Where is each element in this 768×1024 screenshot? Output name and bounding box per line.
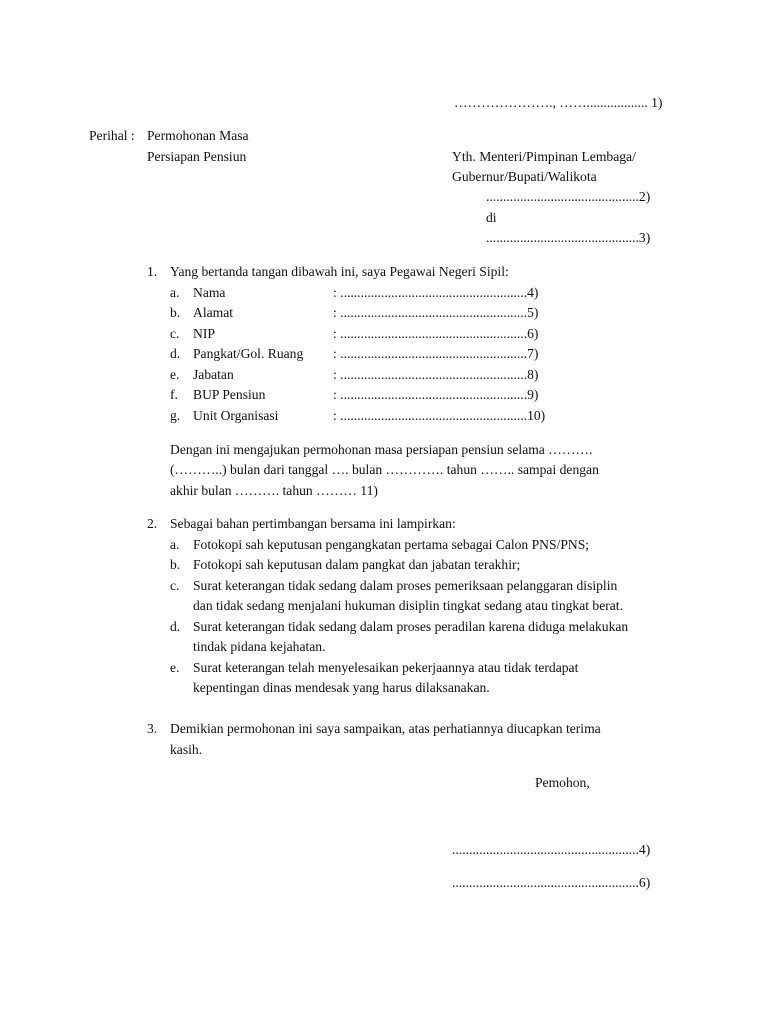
item-text: Fotokopi sah keputusan pengangkatan pertama sebagai Calon PNS/PNS; (193, 537, 590, 552)
item-marker: c. (170, 326, 180, 341)
item-value: : .......................................................6) (333, 326, 539, 341)
item-marker: d. (170, 346, 181, 361)
section-3-number: 3. (147, 721, 158, 736)
item-marker: a. (170, 537, 180, 552)
place-date-line: …………………., …….................. 1) (454, 95, 663, 110)
closing-line-1: Demikian permohonan ini saya sampaikan, atas perhatiannya diucapkan terima (170, 721, 601, 736)
request-paragraph-line-1: Dengan ini mengajukan permohonan masa persiapan pensiun selama ………. (170, 442, 593, 457)
item-marker: g. (170, 408, 181, 423)
request-paragraph-line-3: akhir bulan ………. tahun ……… 11) (170, 483, 378, 498)
perihal-line-1: Permohonan Masa (147, 128, 249, 143)
recipient-location-di: di (486, 210, 497, 225)
item-text: Surat keterangan tidak sedang dalam proses peradilan karena diduga melakukan (193, 619, 629, 634)
item-label: BUP Pensiun (193, 387, 266, 402)
perihal-line-2: Persiapan Pensiun (147, 149, 247, 164)
signature-nip-line: .......................................................6) (452, 875, 651, 890)
item-value: : .......................................................4) (333, 285, 539, 300)
item-text: Fotokopi sah keputusan dalam pangkat dan jabatan terakhir; (193, 557, 521, 572)
recipient-line-3: .............................................2) (486, 189, 651, 204)
recipient-line-2: Gubernur/Bupati/Walikota (452, 169, 597, 184)
item-text: Surat keterangan telah menyelesaikan pekerjaannya atau tidak terdapat (193, 660, 579, 675)
perihal-label: Perihal : (89, 128, 135, 143)
item-marker: b. (170, 557, 181, 572)
item-value: : .......................................................5) (333, 305, 539, 320)
signature-name-line: .......................................................4) (452, 842, 651, 857)
item-marker: e. (170, 367, 180, 382)
item-marker: d. (170, 619, 181, 634)
recipient-line-5: .............................................3) (486, 230, 651, 245)
item-value: : .......................................................8) (333, 367, 539, 382)
item-marker: a. (170, 285, 180, 300)
item-text-continued: dan tidak sedang menjalani hukuman disiplin tingkat sedang atau tingkat berat. (193, 598, 623, 613)
item-label: NIP (193, 326, 215, 341)
recipient-line-1: Yth. Menteri/Pimpinan Lembaga/ (452, 149, 636, 164)
item-marker: c. (170, 578, 180, 593)
section-2-intro: Sebagai bahan pertimbangan bersama ini lampirkan: (170, 516, 456, 531)
item-text: Surat keterangan tidak sedang dalam proses pemeriksaan pelanggaran disiplin (193, 578, 618, 593)
closing-line-2: kasih. (170, 742, 203, 757)
item-label: Pangkat/Gol. Ruang (193, 346, 304, 361)
item-label: Unit Organisasi (193, 408, 279, 423)
section-2-number: 2. (147, 516, 158, 531)
item-label: Nama (193, 285, 226, 300)
item-text-continued: kepentingan dinas mendesak yang harus dilaksanakan. (193, 680, 490, 695)
item-value: : .......................................................9) (333, 387, 539, 402)
item-marker: e. (170, 660, 180, 675)
section-1-number: 1. (147, 264, 158, 279)
item-text-continued: tindak pidana kejahatan. (193, 639, 326, 654)
item-label: Alamat (193, 305, 234, 320)
request-paragraph-line-2: (………..) bulan dari tanggal …. bulan …………. tahun …….. sampai dengan (170, 462, 599, 477)
item-marker: f. (170, 387, 178, 402)
section-1-intro: Yang bertanda tangan dibawah ini, saya Pegawai Negeri Sipil: (170, 264, 509, 279)
signature-title: Pemohon, (535, 775, 590, 790)
item-value: : .......................................................10) (333, 408, 546, 423)
item-value: : .......................................................7) (333, 346, 539, 361)
item-marker: b. (170, 305, 181, 320)
item-label: Jabatan (193, 367, 234, 382)
